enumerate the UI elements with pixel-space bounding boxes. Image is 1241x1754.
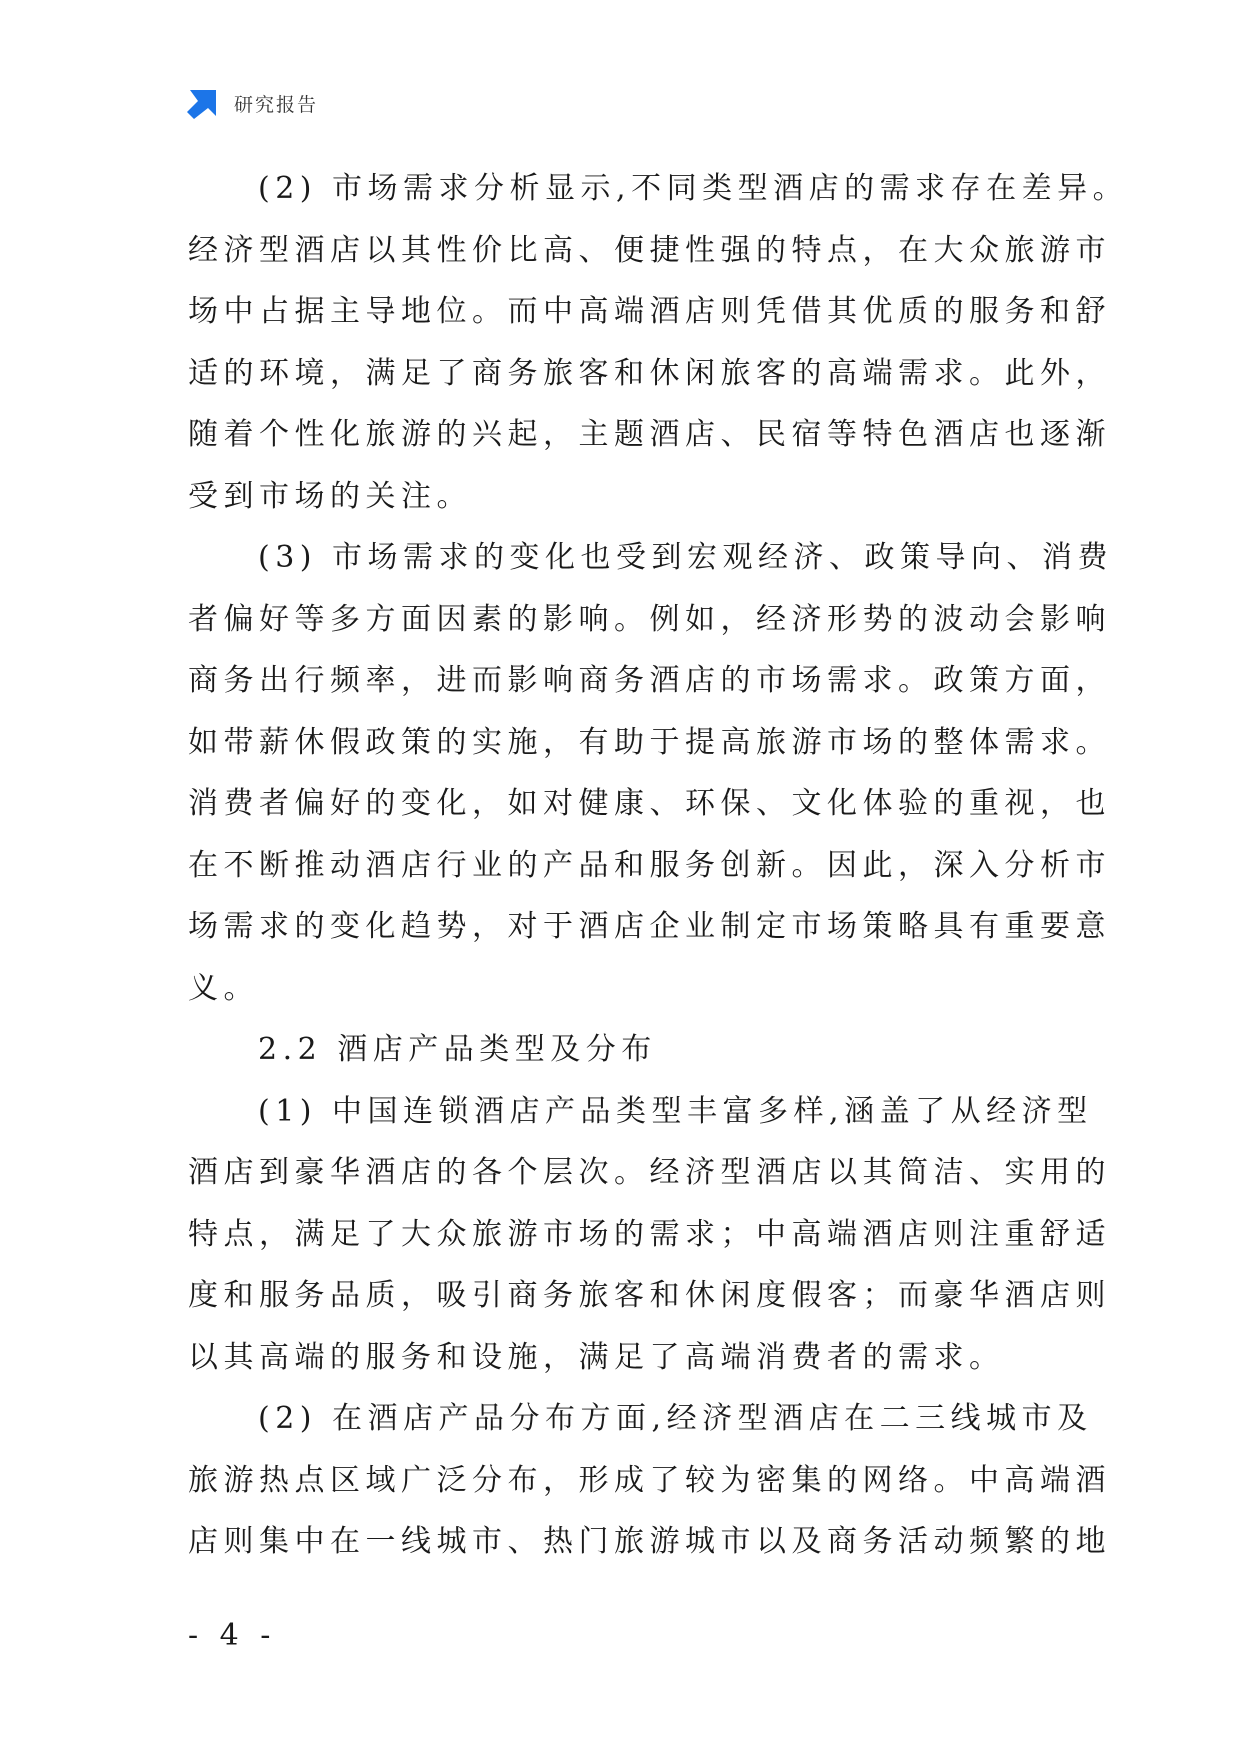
paragraph-line: 旅游热点区域广泛分布，形成了较为密集的网络。中高端酒: [188, 1462, 1111, 1498]
page-number: - 4 -: [188, 1618, 277, 1653]
paragraph-line: 受到市场的关注。: [188, 478, 472, 514]
paragraph-line: 场需求的变化趋势，对于酒店企业制定市场策略具有重要意: [188, 909, 1111, 944]
report-header: [186, 86, 318, 120]
paragraph-line: 商务出行频率，进而影响商务酒店的市场需求。政策方面，: [188, 663, 1111, 698]
paragraph-line: 度和服务品质，吸引商务旅客和休闲度假客；而豪华酒店则: [188, 1278, 1111, 1313]
paragraph-line: 适的环境，满足了商务旅客和休闲旅客的高端需求。此外，: [188, 355, 1111, 391]
paragraph-line: 者偏好等多方面因素的影响。例如，经济形势的波动会影响: [188, 601, 1111, 637]
paragraph-line: 店则集中在一线城市、热门旅游城市以及商务活动频繁的地: [188, 1524, 1111, 1559]
arrow-up-right-icon: [186, 86, 220, 120]
paragraph-line: 义。: [188, 970, 259, 1006]
paragraph-line: 场中占据主导地位。而中高端酒店则凭借其优质的服务和舒: [188, 294, 1111, 329]
paragraph-line: 酒店到豪华酒店的各个层次。经济型酒店以其简洁、实用的: [188, 1155, 1111, 1190]
paragraph-line: 在不断推动酒店行业的产品和服务创新。因此，深入分析市: [188, 847, 1111, 883]
paragraph-line: (2) 在酒店产品分布方面,经济型酒店在二三线城市及: [258, 1401, 1093, 1436]
paragraph-line: 消费者偏好的变化，如对健康、环保、文化体验的重视，也: [188, 786, 1111, 821]
paragraph-line: (1) 中国连锁酒店产品类型丰富多样,涵盖了从经济型: [258, 1093, 1093, 1129]
paragraph-line: 以其高端的服务和设施，满足了高端消费者的需求。: [188, 1339, 1005, 1375]
paragraph-line: (2) 市场需求分析显示,不同类型酒店的需求存在差异。: [258, 171, 1129, 206]
paragraph-line: 如带薪休假政策的实施，有助于提高旅游市场的整体需求。: [188, 724, 1111, 760]
paragraph-line: (3) 市场需求的变化也受到宏观经济、政策导向、消费: [258, 540, 1114, 575]
section-heading: 2.2 酒店产品类型及分布: [258, 1032, 657, 1067]
header-title: 研究报告: [234, 93, 319, 116]
paragraph-line: 特点，满足了大众旅游市场的需求；中高端酒店则注重舒适: [188, 1216, 1111, 1252]
document-body: [188, 158, 1129, 1573]
paragraph-line: 随着个性化旅游的兴起，主题酒店、民宿等特色酒店也逐渐: [188, 417, 1111, 452]
paragraph-line: 经济型酒店以其性价比高、便捷性强的特点，在大众旅游市: [188, 232, 1111, 268]
